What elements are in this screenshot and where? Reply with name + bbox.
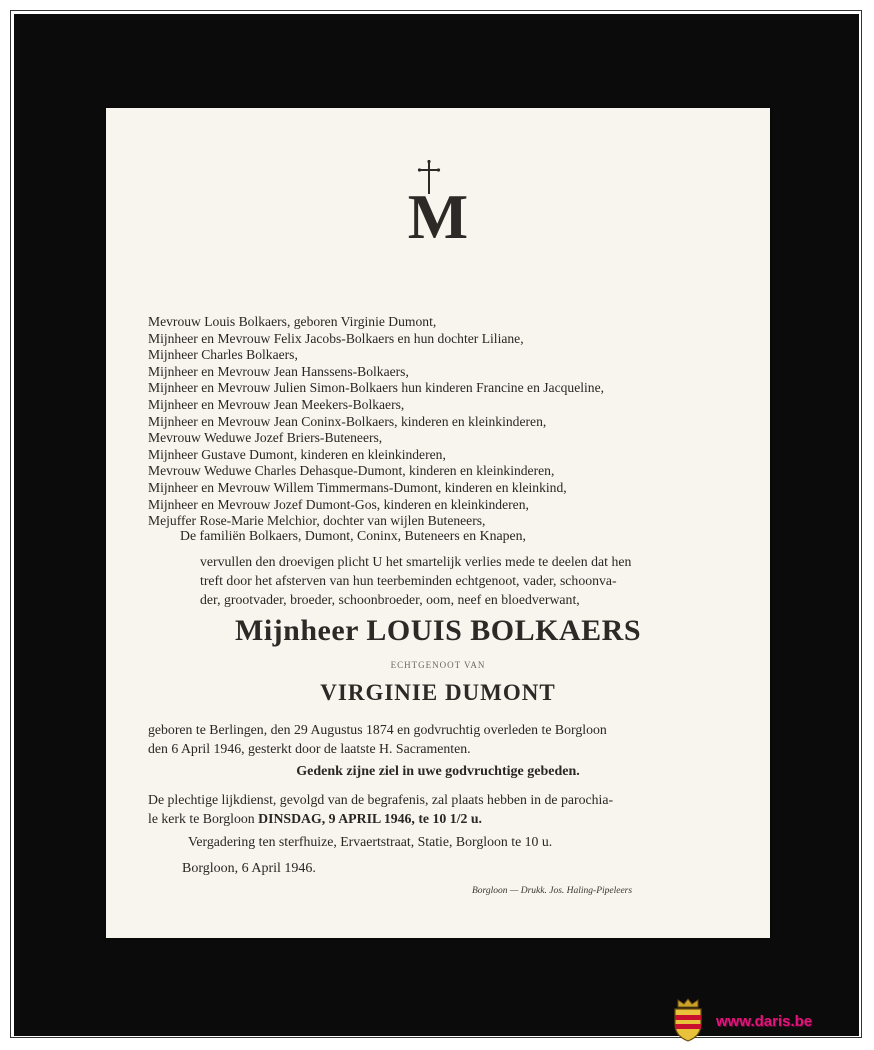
family-member: Mijnheer Charles Bolkaers, bbox=[148, 347, 298, 363]
announcement-line: vervullen den droevigen plicht U het smartelijk verlies mede te deelen dat hen bbox=[200, 554, 632, 569]
spouse-label: ECHTGENOOT VAN bbox=[390, 660, 486, 670]
family-member: Mevrouw Louis Bolkaers, geboren Virginie Dumont, bbox=[148, 314, 437, 329]
family-member: Mijnheer en Mevrouw Jean Meekers-Bolkaers, bbox=[148, 396, 405, 412]
gathering-line: Vergadering ten sterfhuize, Ervaertstraat, Statie, Borgloon te 10 u. bbox=[188, 834, 553, 849]
marian-monogram bbox=[106, 160, 770, 242]
family-member: Mijnheer en Mevrouw Julien Simon-Bolkaers hun kinderen Francine en Jacqueline, bbox=[148, 380, 605, 396]
heraldic-crest-icon bbox=[672, 998, 704, 1042]
families-line: De familiën Bolkaers, Dumont, Coninx, Buteneers en Knapen, bbox=[180, 528, 526, 543]
family-list bbox=[148, 314, 604, 530]
monogram-letter: M bbox=[407, 181, 469, 242]
funeral-details bbox=[148, 790, 613, 828]
funeral-line bbox=[148, 809, 613, 828]
family-member: Mijnheer en Mevrouw Willem Timmermans-Dumont, kinderen en kleinkind, bbox=[148, 479, 567, 495]
mourning-card bbox=[106, 108, 770, 938]
site-watermark bbox=[672, 998, 862, 1042]
funeral-date-time: DINSDAG, 9 APRIL 1946, te 10 1/2 u. bbox=[258, 811, 482, 826]
announcement-line: treft door het afsterven van hun teerbeminden echtgenoot, vader, schoonva- bbox=[200, 573, 617, 588]
birth-death-line: den 6 April 1946, gesterkt door de laatste H. Sacramenten. bbox=[148, 741, 471, 756]
place-date: Borgloon, 6 April 1946. bbox=[182, 861, 316, 876]
family-member: Mijnheer en Mevrouw Jean Hanssens-Bolkaers, bbox=[148, 363, 409, 379]
watermark-url: www.daris.be bbox=[716, 1013, 813, 1030]
cross-m-monogram-icon bbox=[393, 160, 483, 242]
birth-death-line: geboren te Berlingen, den 29 Augustus 1874 en godvruchtig overleden te Borgloon bbox=[148, 722, 607, 737]
family-member: Mijnheer Gustave Dumont, kinderen en kleinkinderen, bbox=[148, 446, 446, 462]
announcement-line: der, grootvader, broeder, schoonbroeder, oom, neef en bloedverwant, bbox=[200, 592, 580, 607]
funeral-church: le kerk te Borgloon bbox=[148, 811, 259, 826]
family-member: Mevrouw Weduwe Jozef Briers-Buteneers, bbox=[148, 430, 383, 446]
prayer-line: Gedenk zijne ziel in uwe godvruchtige gebeden. bbox=[296, 764, 580, 779]
family-member: Mevrouw Weduwe Charles Dehasque-Dumont, kinderen en kleinkinderen, bbox=[148, 463, 555, 479]
printer-credit: Borgloon — Drukk. Jos. Haling-Pipeleers bbox=[472, 886, 633, 896]
announcement bbox=[200, 552, 734, 609]
funeral-line: De plechtige lijkdienst, gevolgd van de begrafenis, zal plaats hebben in de parochia- bbox=[148, 792, 614, 807]
family-member: Mijnheer en Mevrouw Jozef Dumont-Gos, kinderen en kleinkinderen, bbox=[148, 496, 529, 512]
spouse-name: VIRGINIE DUMONT bbox=[320, 680, 556, 705]
family-member: Mijnheer en Mevrouw Jean Coninx-Bolkaers, kinderen en kleinkinderen, bbox=[148, 413, 547, 429]
family-member: Mejuffer Rose-Marie Melchior, dochter van wijlen Buteneers, bbox=[148, 513, 486, 529]
family-member: Mijnheer en Mevrouw Felix Jacobs-Bolkaers en hun dochter Liliane, bbox=[148, 330, 524, 346]
birth-death-details bbox=[148, 720, 607, 758]
deceased-name: Mijnheer LOUIS BOLKAERS bbox=[235, 614, 641, 647]
